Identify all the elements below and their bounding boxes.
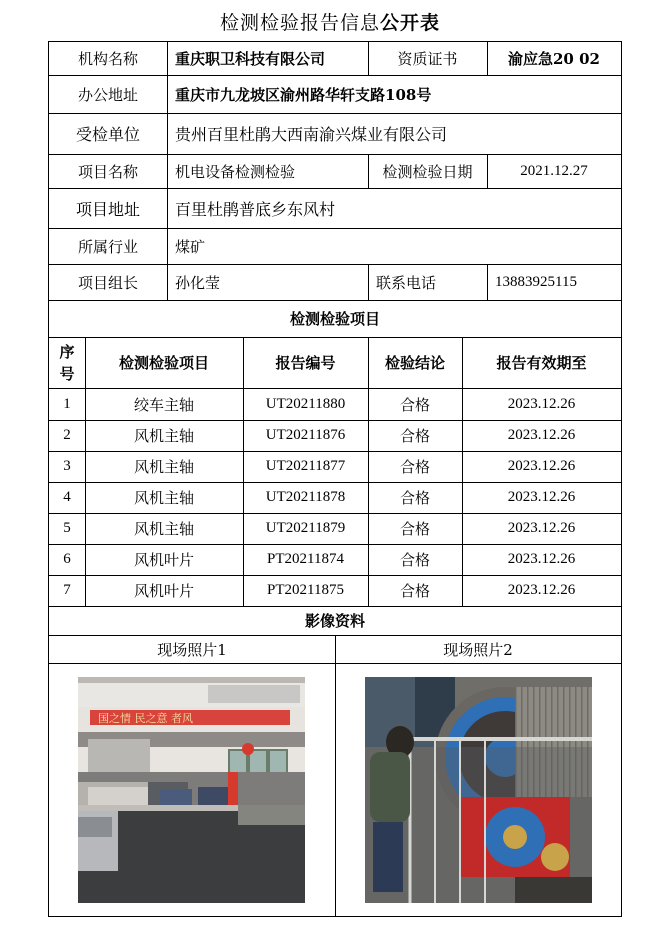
- row-4-item: 风机主轴: [133, 489, 194, 507]
- cert-value: 渝应急20 02: [508, 50, 600, 68]
- site-photo-2: [365, 677, 592, 903]
- row-5-report-no: UT20211879: [265, 520, 346, 536]
- phone-label: 联系电话: [376, 273, 437, 292]
- industry-label: 所属行业: [77, 237, 138, 256]
- header-report-no: 报告编号: [275, 354, 336, 372]
- row-6-item: 风机叶片: [133, 551, 194, 569]
- org-value: 重庆职卫科技有限公司: [175, 50, 326, 68]
- org-label: 机构名称: [77, 50, 138, 68]
- row-3-conclusion: 合格: [399, 458, 430, 476]
- project-value: 机电设备检测检验: [175, 162, 296, 181]
- row-1-valid-until: 2023.12.26: [507, 396, 576, 412]
- date-value: 2021.12.27: [520, 162, 588, 179]
- row-6-no: 6: [63, 551, 71, 567]
- header-conclusion: 检验结论: [384, 354, 445, 372]
- row-6-conclusion: 合格: [399, 551, 430, 569]
- cert-label: 资质证书: [397, 50, 458, 68]
- row-3-no: 3: [63, 458, 71, 474]
- industry-value: 煤矿: [175, 237, 206, 256]
- items-section-title: 检测检验项目: [289, 310, 380, 328]
- title-normal-text: 检测检验报告信息: [219, 12, 380, 34]
- row-2-no: 2: [63, 427, 71, 443]
- row-2-conclusion: 合格: [399, 427, 430, 445]
- row-6-report-no: PT20211874: [267, 551, 344, 567]
- site-value: 百里杜鹃普底乡东风村: [175, 199, 336, 219]
- row-5-no: 5: [63, 520, 71, 536]
- row-7-valid-until: 2023.12.26: [507, 582, 576, 598]
- row-7-conclusion: 合格: [399, 582, 430, 600]
- row-4-report-no: UT20211878: [265, 489, 346, 505]
- title-bold-text: 公开表: [380, 12, 441, 34]
- row-1-conclusion: 合格: [399, 396, 430, 414]
- date-label: 检测检验日期: [382, 162, 473, 181]
- row-3-valid-until: 2023.12.26: [507, 458, 576, 474]
- row-2-item: 风机主轴: [133, 427, 194, 445]
- address-label: 办公地址: [77, 85, 138, 104]
- row-4-valid-until: 2023.12.26: [507, 489, 576, 505]
- row-3-item: 风机主轴: [133, 458, 194, 476]
- header-valid-until: 报告有效期至: [496, 354, 587, 372]
- row-2-valid-until: 2023.12.26: [507, 427, 576, 443]
- row-4-no: 4: [63, 489, 71, 505]
- unit-value: 贵州百里杜鹃大西南渝兴煤业有限公司: [175, 125, 448, 144]
- photo2-label: 现场照片2: [443, 640, 513, 659]
- photo1-banner-text: 国之情 民之意 者风: [98, 712, 193, 725]
- row-7-no: 7: [63, 582, 71, 598]
- project-label: 项目名称: [77, 162, 138, 181]
- row-3-report-no: UT20211877: [265, 458, 346, 474]
- site-label: 项目地址: [75, 199, 140, 219]
- site-photo-1: [78, 677, 305, 903]
- header-item: 检测检验项目: [118, 354, 209, 372]
- leader-label: 项目组长: [77, 273, 138, 292]
- phone-value: 13883925115: [495, 273, 577, 290]
- report-table: [48, 41, 622, 917]
- row-1-no: 1: [63, 396, 71, 412]
- address-value: 重庆市九龙坡区渝州路华轩支路108号: [175, 85, 432, 104]
- row-2-report-no: UT20211876: [265, 427, 346, 443]
- row-7-report-no: PT20211875: [267, 582, 344, 598]
- row-5-valid-until: 2023.12.26: [507, 520, 576, 536]
- row-5-item: 风机主轴: [133, 520, 194, 538]
- row-1-report-no: UT20211880: [265, 396, 346, 412]
- page-title: [0, 8, 660, 35]
- row-7-item: 风机叶片: [133, 582, 194, 600]
- row-1-item: 绞车主轴: [133, 396, 194, 414]
- row-4-conclusion: 合格: [399, 489, 430, 507]
- images-section-title: 影像资料: [304, 612, 365, 630]
- header-no: 序号: [59, 342, 75, 383]
- leader-value: 孙化莹: [175, 273, 221, 292]
- unit-label: 受检单位: [75, 125, 140, 144]
- photo1-label: 现场照片1: [157, 640, 227, 659]
- row-6-valid-until: 2023.12.26: [507, 551, 576, 567]
- row-5-conclusion: 合格: [399, 520, 430, 538]
